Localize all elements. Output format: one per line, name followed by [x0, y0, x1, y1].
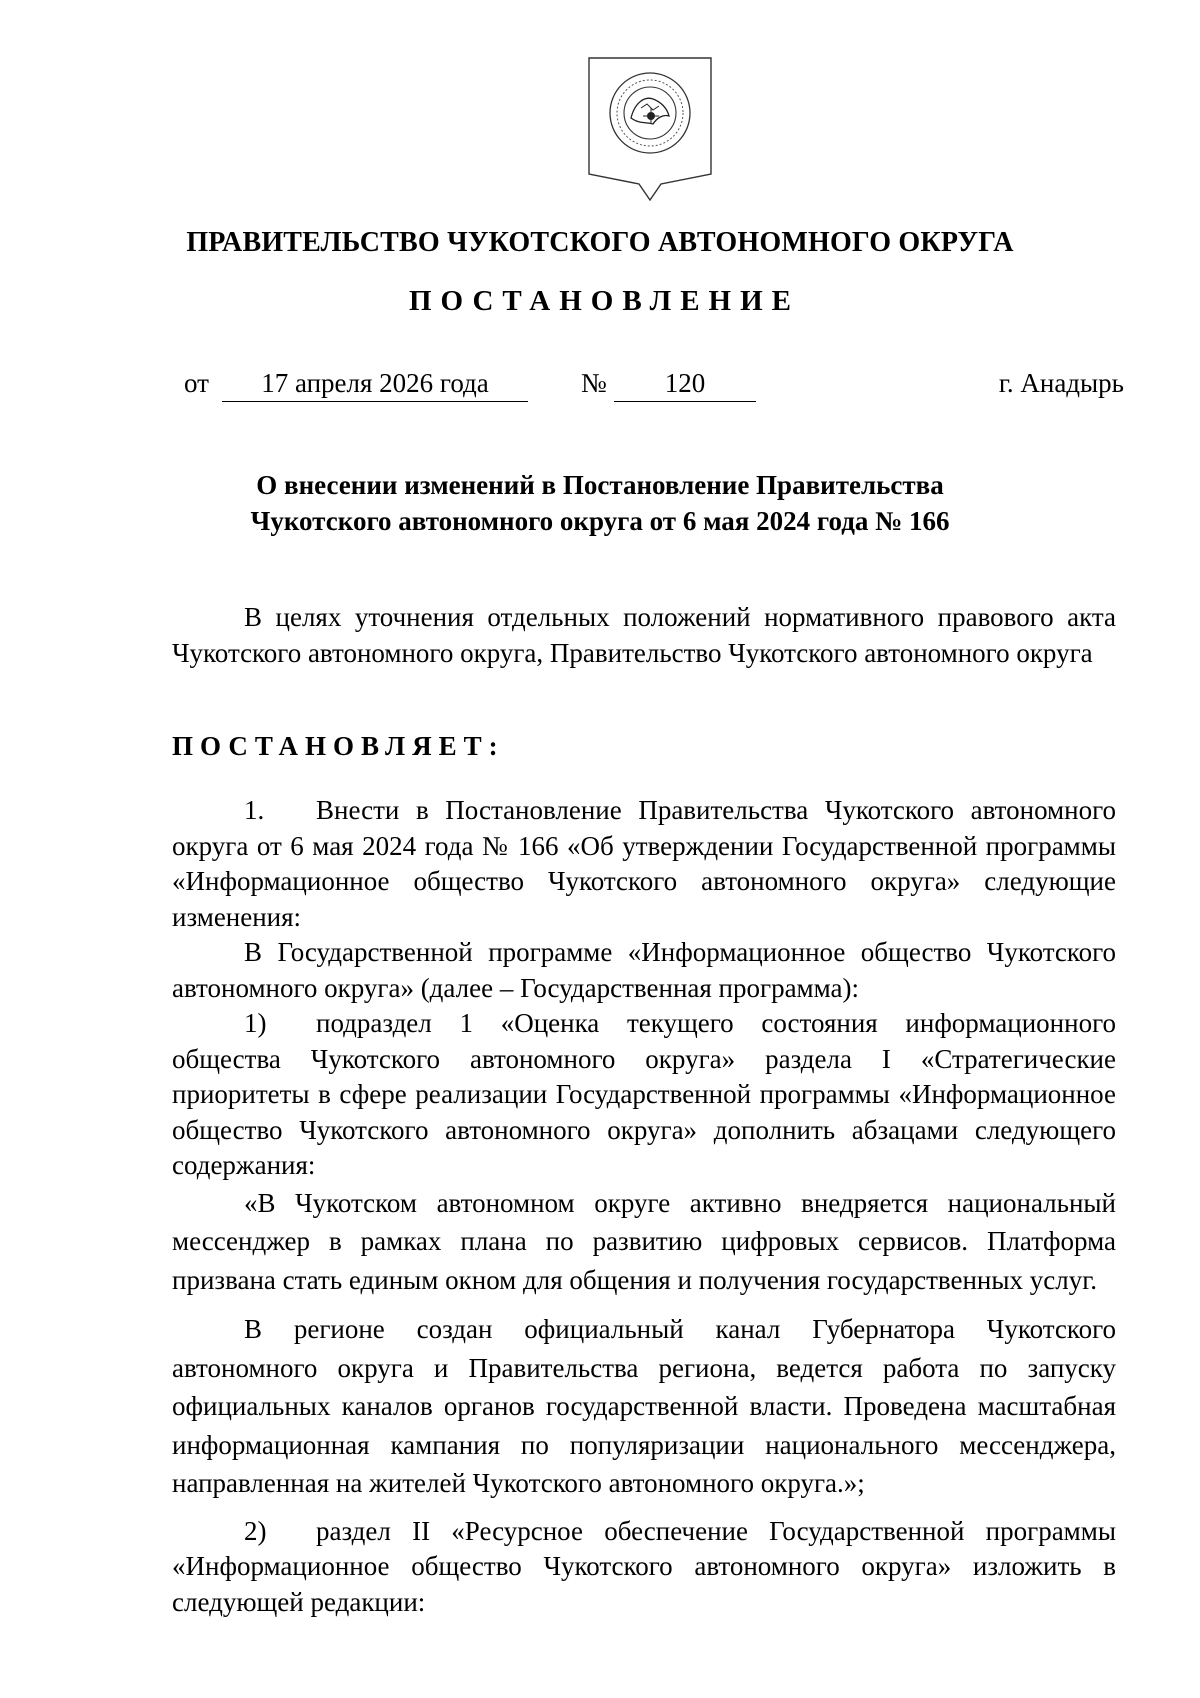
item-1-text: Внести в Постановление Правительства Чукотского автономного округа от 6 мая 2024 года № 166 «Об утверждении Государственной программы «Информационное общество Чукотского автономного округа» следующие изменения: — [172, 795, 1116, 932]
subitem-2-number: 2) — [244, 1515, 267, 1546]
subitem-1-number: 1) — [244, 1008, 267, 1038]
organization-title: ПРАВИТЕЛЬСТВО ЧУКОТСКОГО АВТОНОМНОГО ОКРУГА — [186, 227, 1014, 258]
subitem-2-text: раздел II «Ресурсное обеспечение Государственной программы «Информационное общество Чукотского автономного округа» изложить в следующей редакции: — [172, 1515, 1116, 1617]
quoted-paragraph-1: «В Чукотском автономном округе активно внедряется национальный мессенджер в рамках плана по развитию цифровых сервисов. Платформа призвана стать единым окном для общения и получения государственных услуг. — [172, 1187, 1116, 1295]
document-type-title: ПОСТАНОВЛЕНИЕ — [408, 285, 800, 317]
document-meta-row — [0, 368, 1200, 408]
item-1-paragraph-2: В Государственной программе «Информационное общество Чукотского автономного округа» (далее – Государственная программа): — [172, 937, 1116, 1003]
resolve-heading: ПОСТАНОВЛЯЕТ: — [172, 731, 505, 761]
number-label: № — [581, 368, 607, 398]
coat-of-arms-icon — [587, 56, 713, 208]
document-place: г. Анадырь — [998, 368, 1124, 398]
subitem-2 — [172, 1514, 1116, 1621]
quoted-paragraph-2: В регионе создан официальный канал Губернатора Чукотского автономного округа и Правительства региона, ведется работа по запуску официальных каналов органов государственной власти. Проведена масштабная информационная кампания по популяризации национального мессенджера, направленная на жителей Чукотского автономного округа.»; — [172, 1314, 1116, 1498]
resolution-items — [172, 793, 1116, 1620]
date-label: от — [184, 368, 209, 398]
preamble — [172, 600, 1116, 671]
item-1 — [172, 793, 1116, 935]
item-1-number: 1. — [244, 795, 265, 825]
subject-line-2: Чукотского автономного округа от 6 мая 2024 года № 166 — [250, 506, 950, 536]
subject-line-1: О внесении изменений в Постановление Правительства — [256, 470, 944, 500]
preamble-text: В целях уточнения отдельных положений нормативного правового акта Чукотского автономного округа, Правительство Чукотского автономного округа — [172, 602, 1116, 668]
document-date: 17 апреля 2026 года — [222, 368, 528, 402]
document-subject — [0, 467, 1200, 539]
document-number: 120 — [614, 368, 756, 402]
subitem-1-text: подраздел 1 «Оценка текущего состояния информационного общества Чукотского автономного округа» раздела I «Стратегические приоритеты в сфере реализации Государственной программы «Информационное общество Чукотского автономного округа» дополнить абзацами следующего содержания: — [172, 1008, 1116, 1180]
subitem-1 — [172, 1006, 1116, 1184]
